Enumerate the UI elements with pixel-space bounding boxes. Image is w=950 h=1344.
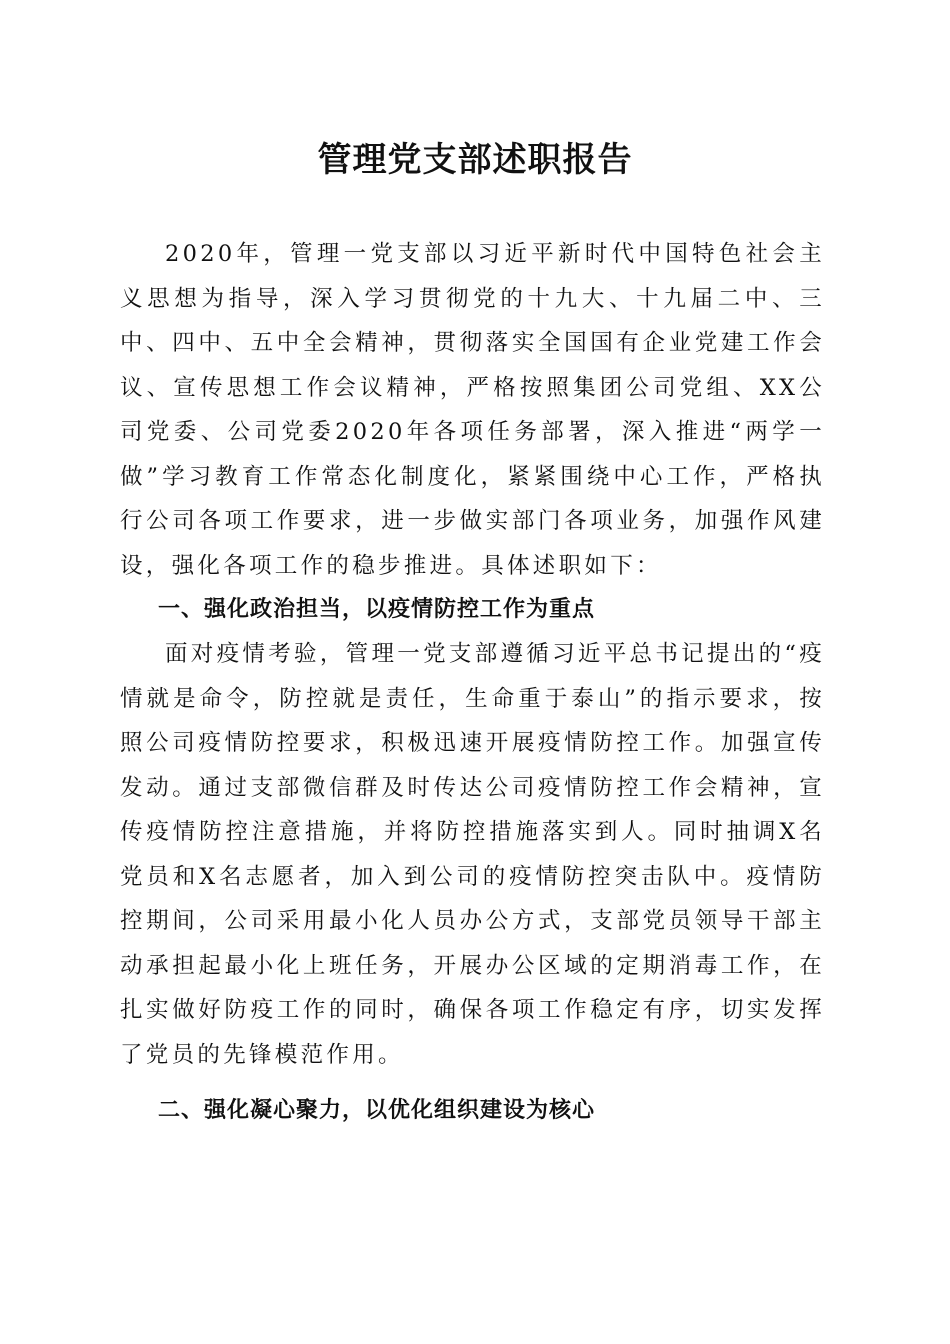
section-1-paragraph: 面对疫情考验，管理一党支部遵循习近平总书记提出的“疫情就是命令，防控就是责任，生命重于泰山”的指示要求，按照公司疫情防控要求，积极迅速开展疫情防控工作。加强宣传发动。通过支部微信群及时传达公司疫情防控工作会精神，宣传疫情防控注意措施，并将防控措施落实到人。同时抽调X名党员和X名志愿者，加入到公司的疫情防控突击队中。疫情防控期间，公司采用最小化人员办公方式，支部党员领导干部主动承担起最小化上班任务，开展办公区域的定期消毒工作，在扎实做好防疫工作的同时，确保各项工作稳定有序，切实发挥了党员的先锋模范作用。 <box>120 641 825 1068</box>
document-title: 管理党支部述职报告 <box>317 140 633 180</box>
intro-paragraph: 2020年，管理一党支部以习近平新时代中国特色社会主义思想为指导，深入学习贯彻党的十九大、十九届二中、三中、四中、五中全会精神，贯彻落实全国国有企业党建工作会议、宣传思想工作会议精神，严格按照集团公司党组、XX公司党委、公司党委2020年各项任务部署，深入推进“两学一做”学习教育工作常态化制度化，紧紧围绕中心工作，严格执行公司各项工作要求，进一步做实部门各项业务，加强作风建设，强化各项工作的稳步推进。具体述职如下： <box>120 241 825 579</box>
document-body <box>120 232 825 1133</box>
section-1-heading: 一、强化政治担当，以疫情防控工作为重点 <box>158 597 596 622</box>
section-2-heading: 二、强化凝心聚力，以优化组织建设为核心 <box>158 1098 596 1123</box>
